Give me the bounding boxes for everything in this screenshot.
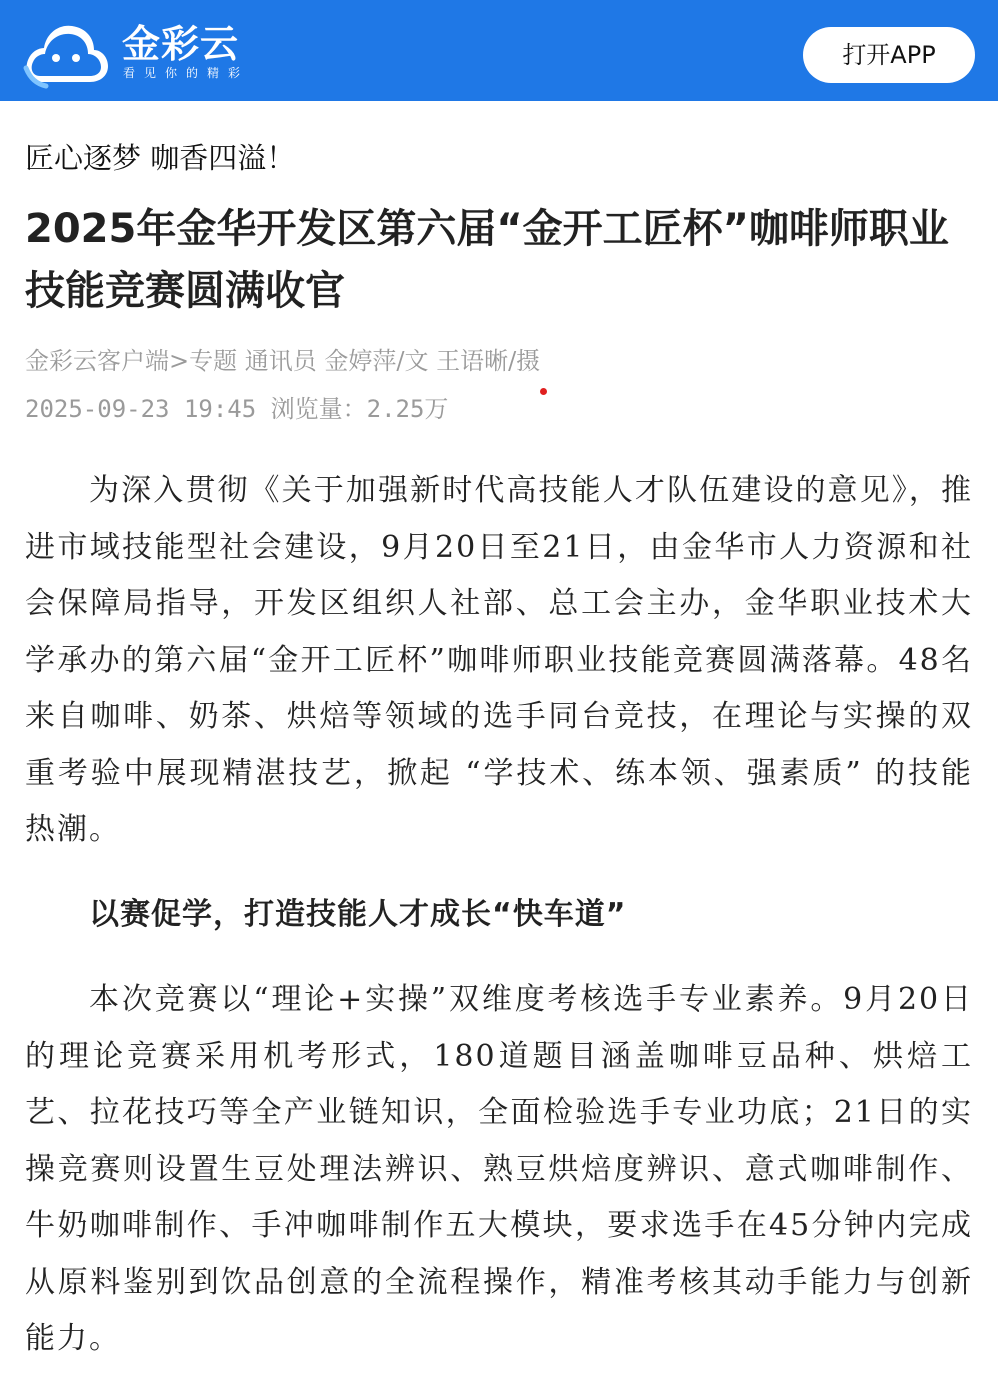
article-paragraph-2: 本次竞赛以“理论+实操”双维度考核选手专业素养。9月20日的理论竞赛采用机考形式，180道题目涵盖咖啡豆品种、烘焙工艺、拉花技巧等全产业链知识，全面检验选手专业功底；21日的实操竞赛则设置生豆处理法辨识、熟豆烘焙度辨识、意式咖啡制作、牛奶咖啡制作、手冲咖啡制作五大模块，要求选手在45分钟内完成从原料鉴别到饮品创意的全流程操作，精准考核其动手能力与创新能力。 <box>25 982 973 1356</box>
brand-name: 金彩云 <box>122 22 240 66</box>
brand-slogan: 看见你的精彩 <box>123 66 250 80</box>
section-heading: 以赛促学，打造技能人才成长“快车道” <box>89 897 627 932</box>
cloud-mascot-logo-icon[interactable] <box>22 20 110 90</box>
red-dot-indicator <box>540 388 547 395</box>
article-subtitle: 匠心逐梦 咖香四溢！ <box>25 141 296 175</box>
article-source: 金彩云客户端>专题 通讯员 金婷萍/文 王语晰/摄 <box>25 347 541 375</box>
article-time-views: 2025-09-23 19:45 浏览量：2.25万 <box>25 395 449 423</box>
article-title: 2025年金华开发区第六届“金开工匠杯”咖啡师职业技能竞赛圆满收官 <box>25 206 949 314</box>
top-app-bar <box>0 0 998 101</box>
article-paragraph-1: 为深入贯彻《关于加强新时代高技能人才队伍建设的意见》，推进市域技能型社会建设，9月20日至21日，由金华市人力资源和社会保障局指导，开发区组织人社部、总工会主办，金华职业技术大学承办的第六届“金开工匠杯”咖啡师职业技能竞赛圆满落幕。48名来自咖啡、奶茶、烘焙等领域的选手同台竞技，在理论与实操的双重考验中展现精湛技艺，掀起 “学技术、练本领、强素质” 的技能热潮。 <box>25 473 973 847</box>
open-app-button[interactable]: 打开APP <box>803 27 975 83</box>
